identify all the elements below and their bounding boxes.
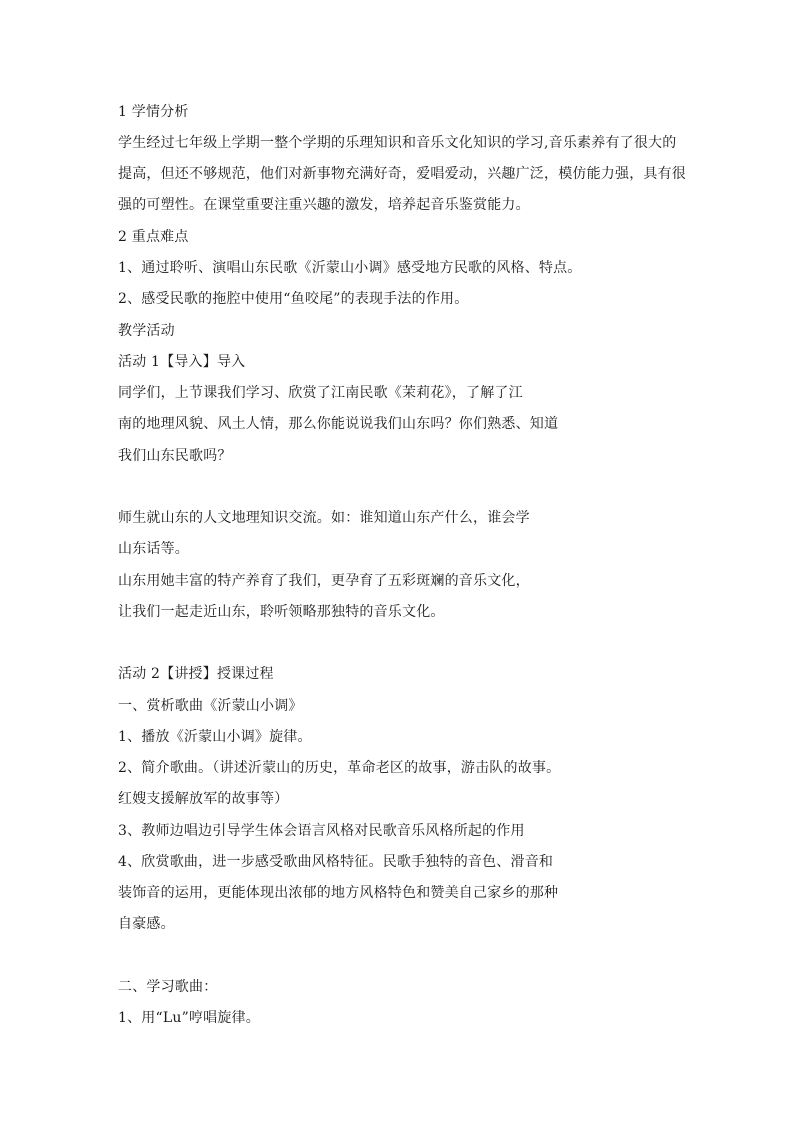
- section-heading: 二、学习歌曲：: [118, 979, 218, 995]
- list-item: 1、通过聆听、演唱山东民歌《沂蒙山小调》感受地方民歌的风格、特点。: [118, 260, 582, 276]
- paragraph-line: 让我们一起走近山东，聆听领略那独特的音乐文化。: [118, 604, 445, 620]
- list-item: 3、教师边唱边引导学生体会语言风格对民歌音乐风格所起的作用: [118, 823, 525, 839]
- paragraph-line: 山东用她丰富的特产养育了我们，更孕育了五彩斑斓的音乐文化，: [118, 573, 530, 589]
- paragraph-line: 学生经过七年级上学期一整个学期的乐理知识和音乐文化知识的学习,音乐素养有了很大的: [118, 135, 677, 151]
- paragraph-line: 师生就山东的人文地理知识交流。如：谁知道山东产什么，谁会学: [118, 510, 530, 526]
- paragraph-line: 南的地理风貌、风土人情，那么你能说说我们山东吗？你们熟悉、知道: [118, 416, 559, 432]
- list-item: 4、欣赏歌曲，进一步感受歌曲风格特征。民歌手独特的音色、滑音和: [118, 854, 554, 870]
- paragraph-line: 提高，但还不够规范，他们对新事物充满好奇，爱唱爱动，兴趣广泛，模仿能力强，具有很: [118, 166, 686, 182]
- heading-key-points: 2 重点难点: [118, 229, 189, 245]
- paragraph-line: 同学们，上节课我们学习、欣赏了江南民歌《茉莉花》，了解了江: [118, 385, 523, 401]
- heading-learning-analysis: 1 学情分析: [118, 104, 189, 120]
- paragraph-line: 红嫂支援解放军的故事等）: [118, 791, 289, 807]
- heading-teaching-activities: 教学活动: [118, 323, 175, 339]
- heading-activity-2: 活动 2【讲授】授课过程: [118, 666, 274, 682]
- list-item: 1、播放《沂蒙山小调》旋律。: [118, 729, 312, 745]
- paragraph-line: 自豪感。: [118, 916, 175, 932]
- paragraph-line: 装饰音的运用，更能体现出浓郁的地方风格特色和赞美自己家乡的那种: [118, 885, 559, 901]
- list-item: 1、用“Lu”哼唱旋律。: [118, 1010, 260, 1026]
- paragraph-line: 山东话等。: [118, 541, 189, 557]
- section-heading: 一、赏析歌曲《沂蒙山小调》: [118, 698, 303, 714]
- list-item: 2、感受民歌的拖腔中使用“鱼咬尾”的表现手法的作用。: [118, 291, 469, 307]
- heading-activity-1: 活动 1【导入】导入: [118, 354, 246, 370]
- list-item: 2、简介歌曲。（讲述沂蒙山的历史，革命老区的故事，游击队的故事。: [118, 760, 561, 776]
- paragraph-line: 强的可塑性。在课堂重要注重兴趣的激发，培养起音乐鉴赏能力。: [118, 197, 530, 213]
- paragraph-line: 我们山东民歌吗？: [118, 448, 232, 464]
